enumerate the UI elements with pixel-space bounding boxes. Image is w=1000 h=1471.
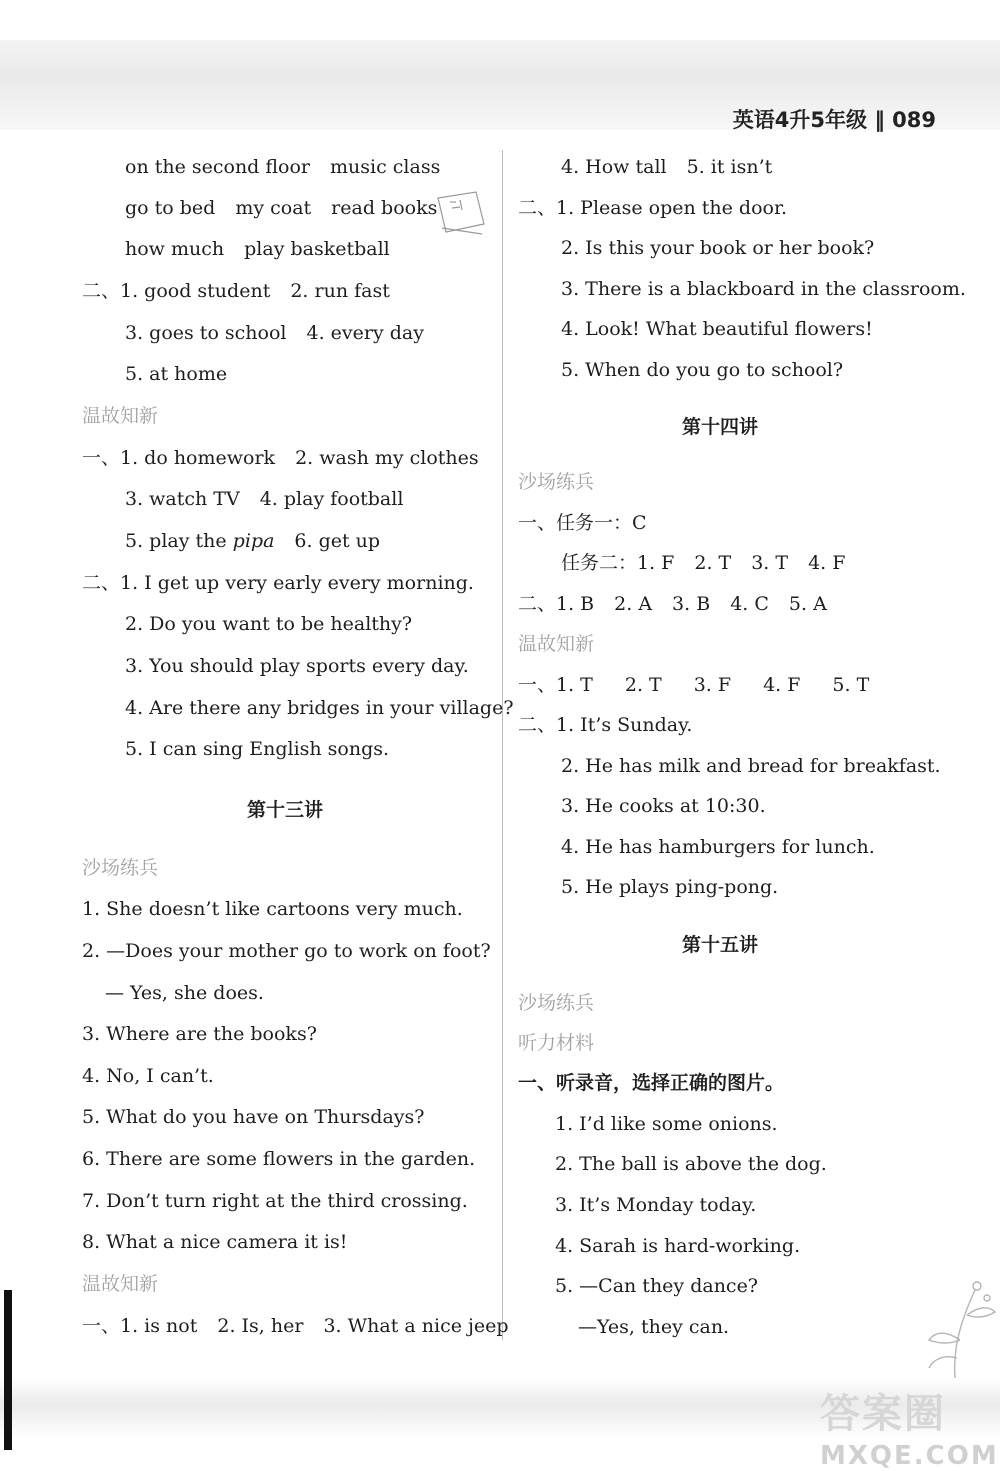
answer-line: 一、任务一：C — [518, 512, 647, 534]
column-divider — [502, 150, 503, 1340]
answer-line: on the second floor music class — [125, 156, 441, 178]
answer-line: how much play basketball — [125, 238, 390, 260]
answer-line: 2. He has milk and bread for breakfast. — [561, 755, 941, 777]
question-marker: 一、 — [518, 674, 557, 696]
answer-line: 4. No, I can’t. — [82, 1065, 214, 1087]
answer-line: 5. at home — [125, 363, 228, 385]
question-marker: 一、 — [518, 512, 557, 534]
question-marker: 二、 — [82, 572, 121, 594]
lecture-title: 第十三讲 — [246, 799, 323, 821]
lecture-title: 第十四讲 — [681, 416, 758, 438]
question-marker: 二、 — [518, 714, 557, 736]
answer-line: 二、1. good student 2. run fast — [82, 280, 390, 302]
section-heading: 温故知新 — [82, 405, 159, 427]
answer-line: 4. Are there any bridges in your village? — [125, 697, 514, 719]
question-marker: 一、 — [82, 1315, 121, 1337]
answer-line: 3. It’s Monday today. — [555, 1194, 757, 1216]
answer-line: 2. Is this your book or her book? — [561, 237, 875, 259]
answer-line: —Yes, they can. — [578, 1316, 730, 1338]
answer-line: 二、1. Please open the door. — [518, 197, 788, 219]
answer-line: 2. —Does your mother go to work on foot? — [82, 940, 491, 962]
lecture-title: 第十五讲 — [681, 934, 758, 956]
page-header — [733, 104, 936, 134]
answer-line: 3. You should play sports every day. — [125, 655, 469, 677]
question-marker: 二、 — [518, 593, 557, 615]
answer-line: 任务二：1. F 2. T 3. T 4. F — [561, 552, 846, 574]
answer-line: 3. There is a blackboard in the classroom. — [561, 278, 966, 300]
section-heading: 温故知新 — [82, 1273, 159, 1295]
answer-line: 6. There are some flowers in the garden. — [82, 1148, 476, 1170]
answer-line: 二、1. I get up very early every morning. — [82, 572, 474, 594]
answer-line: 3. He cooks at 10:30. — [561, 795, 766, 817]
answer-line: 3. watch TV 4. play football — [125, 488, 404, 510]
section-heading: 沙场练兵 — [518, 471, 595, 493]
answer-line: 4. How tall 5. it isn’t — [561, 156, 773, 178]
answer-line: 4. He has hamburgers for lunch. — [561, 836, 875, 858]
answer-line: 5. When do you go to school? — [561, 359, 844, 381]
answer-line: 7. Don’t turn right at the third crossing. — [82, 1190, 468, 1212]
answer-line: 4. Look! What beautiful flowers! — [561, 318, 873, 340]
answer-line: 3. Where are the books? — [82, 1023, 317, 1045]
answer-line: 5. What do you have on Thursdays? — [82, 1106, 425, 1128]
answer-line: 二、1. It’s Sunday. — [518, 714, 693, 736]
answer-line: 一、1. do homework 2. wash my clothes — [82, 447, 479, 469]
section-heading: 温故知新 — [518, 633, 595, 655]
answer-line: 4. Sarah is hard-working. — [555, 1235, 801, 1257]
plant-illustration-icon — [915, 1270, 1000, 1380]
page-number: 089 — [892, 108, 936, 132]
answer-line: 5. He plays ping-pong. — [561, 876, 779, 898]
answer-line: 5. —Can they dance? — [555, 1275, 758, 1297]
answer-line: 8. What a nice camera it is! — [82, 1231, 348, 1253]
answer-line: 二、1. B 2. A 3. B 4. C 5. A — [518, 593, 827, 615]
answer-line: 3. goes to school 4. every day — [125, 322, 424, 344]
header-separator: ‖ — [874, 108, 885, 132]
answer-line: 5. I can sing English songs. — [125, 738, 390, 760]
question-marker: 一、 — [82, 447, 121, 469]
stamp-icon — [432, 188, 492, 240]
section-heading: 听力材料 — [518, 1032, 595, 1054]
question-marker: 二、 — [518, 197, 557, 219]
question-marker: 二、 — [82, 280, 121, 302]
watermark — [820, 1382, 999, 1471]
watermark-logo: 答案圈 — [820, 1391, 946, 1437]
answer-line: 1. She doesn’t like cartoons very much. — [82, 898, 463, 920]
answer-line: 一、1. T 2. T 3. F 4. F 5. T — [518, 674, 870, 696]
answer-line: go to bed my coat read books — [125, 197, 438, 219]
answer-line: 1. I’d like some onions. — [555, 1113, 778, 1135]
answer-line: 5. play the pipa 6. get up — [125, 530, 381, 552]
section-heading: 沙场练兵 — [518, 992, 595, 1014]
binding-edge — [4, 1290, 12, 1450]
answer-line: 一、1. is not 2. Is, her 3. What a nice jeep — [82, 1315, 509, 1337]
answer-line: — Yes, she does. — [105, 982, 264, 1004]
book-title: 英语4升5年级 — [732, 108, 868, 132]
exercise-title: 一、听录音，选择正确的图片。 — [518, 1072, 785, 1094]
answer-line: 2. The ball is above the dog. — [555, 1153, 827, 1175]
answer-line: 2. Do you want to be healthy? — [125, 613, 413, 635]
section-heading: 沙场练兵 — [82, 857, 159, 879]
watermark-url: MXQE.COM — [820, 1441, 999, 1471]
